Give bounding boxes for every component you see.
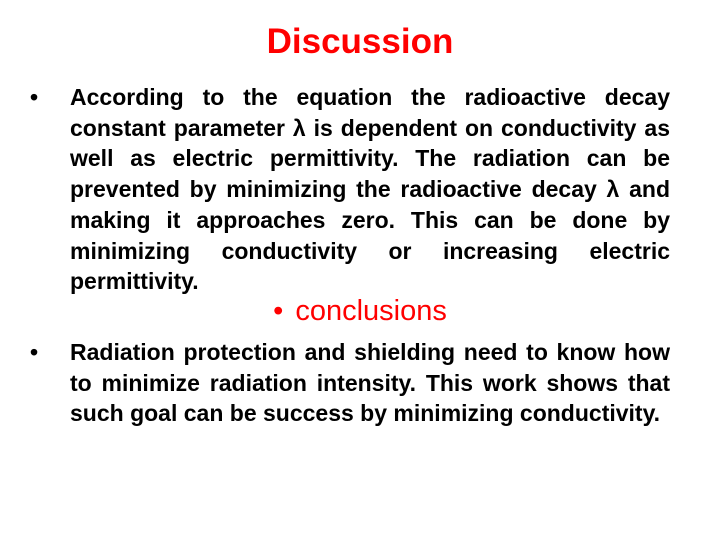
conclusion-bullet <box>30 337 670 429</box>
bullet-icon: • <box>30 84 39 110</box>
discussion-bullet <box>30 82 670 297</box>
conclusion-text: Radiation protection and shielding need to know how to minimize radiation intensity. This work shows that such goal can be success by minimizing conductivity. <box>70 339 670 427</box>
bullet-icon: • <box>273 295 284 327</box>
slide-title: Discussion <box>266 22 454 61</box>
conclusions-heading-row <box>0 292 720 330</box>
conclusions-heading: conclusions <box>295 295 447 327</box>
discussion-text: According to the equation the radioactive decay constant parameter λ is dependent on conductivity as well as electric permittivity. The radiation can be prevented by minimizing the radioactive decay λ and making it approaches zero. This can be done by minimizing conductivity or increasing electric permittivity. <box>70 84 670 295</box>
bullet-icon: • <box>30 339 39 365</box>
